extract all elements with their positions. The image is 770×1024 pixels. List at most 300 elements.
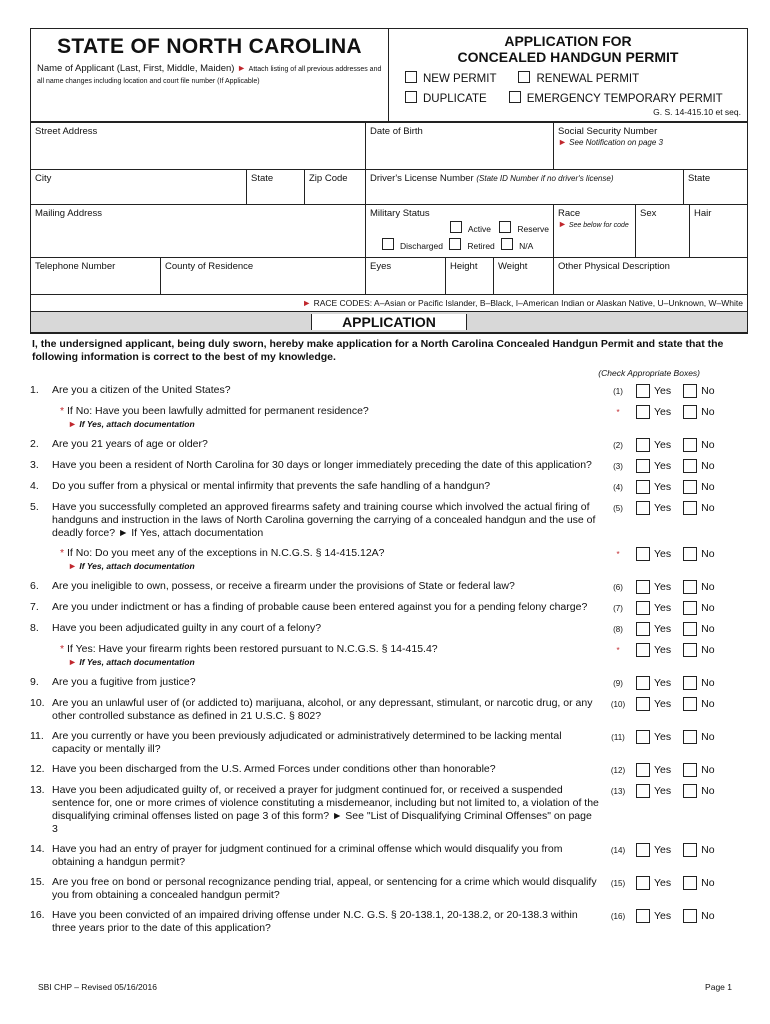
checkbox-icon[interactable] — [683, 843, 697, 857]
reserve-option[interactable] — [499, 224, 549, 234]
no-label: No — [701, 622, 715, 635]
permit-type-block — [389, 29, 747, 121]
checkbox-icon[interactable] — [683, 909, 697, 923]
emergency-option[interactable] — [509, 91, 723, 105]
yes-label: Yes — [654, 643, 672, 656]
no-option[interactable] — [683, 459, 714, 473]
checkbox-icon[interactable] — [405, 71, 417, 83]
question-row — [30, 843, 748, 869]
yes-no-group — [636, 909, 748, 923]
question-tag: * — [616, 646, 620, 655]
no-label: No — [701, 676, 715, 689]
permit-row-1 — [389, 65, 747, 85]
question-tag: (9) — [613, 679, 623, 688]
yes-label: Yes — [654, 730, 672, 743]
dl-state-label: State — [688, 173, 711, 184]
question-row — [30, 622, 748, 636]
question-text: Do you suffer from a physical or mental infirmity that prevents the safe handling of a handgun? — [52, 480, 491, 492]
question-tag: (12) — [610, 766, 626, 775]
yes-option[interactable] — [636, 643, 671, 657]
military-label: Military Status — [370, 208, 430, 219]
no-option[interactable] — [683, 384, 714, 398]
active-option[interactable] — [450, 224, 491, 234]
no-label: No — [701, 580, 715, 593]
yes-option[interactable] — [636, 501, 671, 515]
required-star-icon: * — [60, 547, 68, 559]
yes-option[interactable] — [636, 909, 671, 923]
no-label: No — [701, 843, 715, 856]
footer-revision: SBI CHP – Revised 05/16/2016 — [38, 982, 157, 992]
statute-ref: G. S. 14-415.10 et seq. — [653, 107, 741, 117]
yes-no-group — [636, 730, 748, 744]
race-field[interactable] — [554, 205, 636, 257]
yes-label: Yes — [654, 501, 672, 514]
permit-application-form — [30, 28, 748, 942]
no-label: No — [701, 876, 715, 889]
question-text-block — [52, 909, 600, 935]
no-label: No — [701, 480, 715, 493]
question-text: Have you been adjudicated guilty of, or received a prayer for judgment continued for, or received a suspended sentence for, one or more crimes of violence constituting a misdemeanor, including but not limited to, a violation of the disqualifying criminal offenses listed on page 3 of this form? ► See "List of Disqualifying Criminal Offenses" on page 3 — [52, 784, 599, 835]
checkbox-icon[interactable] — [683, 601, 697, 615]
date-of-birth-field[interactable] — [366, 123, 554, 169]
checkbox-icon[interactable] — [683, 697, 697, 711]
checkbox-icon[interactable] — [683, 643, 697, 657]
city-label: City — [35, 173, 52, 184]
yes-option[interactable] — [636, 459, 671, 473]
checkbox-icon[interactable] — [636, 601, 650, 615]
required-star-icon: * — [60, 405, 68, 417]
checkbox-icon[interactable] — [636, 909, 650, 923]
question-row — [30, 676, 748, 690]
question-tag: (16) — [610, 912, 626, 921]
checkbox-icon[interactable] — [382, 238, 394, 250]
question-number: 8. — [30, 622, 39, 634]
yes-no-group — [636, 438, 748, 452]
hair-label: Hair — [694, 208, 712, 219]
yes-option[interactable] — [636, 480, 671, 494]
no-option[interactable] — [683, 876, 714, 890]
header-grid — [30, 28, 748, 122]
checkbox-icon[interactable] — [501, 238, 513, 250]
question-row — [30, 501, 748, 540]
checkbox-icon[interactable] — [683, 459, 697, 473]
no-label: No — [701, 730, 715, 743]
question-row — [30, 876, 748, 902]
no-label: No — [701, 405, 715, 418]
yes-label: Yes — [654, 843, 672, 856]
no-option[interactable] — [683, 405, 714, 419]
permit-row-2 — [389, 85, 747, 105]
no-option[interactable] — [683, 622, 714, 636]
question-tag: (13) — [610, 787, 626, 796]
question-text-block — [52, 459, 600, 472]
sex-field[interactable] — [636, 205, 690, 257]
no-label: No — [701, 384, 715, 397]
no-label: No — [701, 784, 715, 797]
page-footer — [38, 982, 732, 992]
yes-no-group — [636, 547, 748, 561]
yes-label: Yes — [654, 763, 672, 776]
question-number: 4. — [30, 480, 39, 492]
checkbox-icon[interactable] — [683, 547, 697, 561]
dl-note: (State ID Number if no driver's license) — [476, 174, 614, 183]
no-label: No — [701, 763, 715, 776]
height-label: Height — [450, 261, 478, 272]
question-row — [30, 730, 748, 756]
yes-no-group — [636, 580, 748, 594]
checkbox-icon[interactable] — [405, 91, 417, 103]
mailing-address-field[interactable] — [31, 205, 366, 257]
question-number: 5. — [30, 501, 39, 513]
reserve-label: Reserve — [517, 224, 549, 234]
checkbox-icon[interactable] — [636, 676, 650, 690]
question-text-block — [52, 843, 600, 869]
other-description-field[interactable] — [554, 258, 747, 294]
required-star-icon: * — [60, 643, 68, 655]
na-option[interactable] — [501, 241, 533, 251]
row-mailing — [31, 204, 747, 257]
dl-state-field[interactable] — [684, 170, 747, 204]
question-text-block — [52, 697, 600, 723]
yes-option[interactable] — [636, 876, 671, 890]
question-text: Are you a fugitive from justice? — [52, 676, 196, 688]
question-text-block — [52, 501, 600, 540]
checkbox-icon[interactable] — [636, 876, 650, 890]
yes-option[interactable] — [636, 676, 671, 690]
checkbox-icon[interactable] — [636, 384, 650, 398]
no-option[interactable] — [683, 580, 714, 594]
checkbox-icon[interactable] — [518, 71, 530, 83]
zip-field[interactable] — [305, 170, 366, 204]
telephone-field[interactable] — [31, 258, 161, 294]
no-option[interactable] — [683, 676, 714, 690]
checkbox-icon[interactable] — [683, 676, 697, 690]
question-tag: (4) — [613, 483, 623, 492]
question-number: 3. — [30, 459, 39, 471]
no-label: No — [701, 601, 715, 614]
question-number: 6. — [30, 580, 39, 592]
yes-label: Yes — [654, 622, 672, 635]
no-option[interactable] — [683, 909, 714, 923]
race-note: See below for code — [568, 222, 629, 229]
checkbox-icon[interactable] — [683, 763, 697, 777]
weight-field[interactable] — [494, 258, 554, 294]
question-text: Have you successfully completed an approved firearms safety and training course which involved the actual firing of handguns and instruction in the laws of North Carolina governing the carrying of a concealed handgun and the use of deadly force? ► If Yes, attach documentation — [52, 501, 596, 539]
question-tag: (6) — [613, 583, 623, 592]
no-option[interactable] — [683, 438, 714, 452]
na-label: N/A — [519, 241, 534, 251]
question-row — [30, 763, 748, 777]
checkbox-icon[interactable] — [636, 730, 650, 744]
applicant-note: Attach listing of all previous addresses and all name changes including location and court file number (If Applicable) — [37, 66, 382, 85]
yes-no-group — [636, 622, 748, 636]
question-row — [30, 384, 748, 398]
question-row — [30, 580, 748, 594]
question-row — [52, 547, 748, 573]
question-number: 7. — [30, 601, 39, 613]
yes-label: Yes — [654, 909, 672, 922]
no-option[interactable] — [683, 501, 714, 515]
weight-label: Weight — [498, 261, 528, 272]
question-text-block — [52, 643, 600, 669]
retired-option[interactable] — [449, 241, 494, 251]
active-label: Active — [467, 224, 491, 234]
question-row — [30, 438, 748, 452]
question-number: 16. — [30, 909, 45, 921]
race-label: Race — [558, 208, 581, 219]
emergency-label: EMERGENCY TEMPORARY PERMIT — [526, 93, 723, 105]
checkbox-icon[interactable] — [683, 784, 697, 798]
question-text: If No: Do you meet any of the exceptions in N.C.G.S. § 14-415.12A? — [67, 547, 385, 559]
question-number: 15. — [30, 876, 45, 888]
question-tag: (1) — [613, 387, 623, 396]
no-option[interactable] — [683, 547, 714, 561]
question-text: Are you a citizen of the United States? — [52, 384, 231, 396]
yes-no-group — [636, 405, 748, 419]
phone-label: Telephone Number — [35, 261, 116, 272]
retired-label: Retired — [467, 241, 495, 251]
yes-option[interactable] — [636, 405, 671, 419]
question-text-block — [52, 784, 600, 836]
county-field[interactable] — [161, 258, 366, 294]
discharged-label: Discharged — [400, 241, 443, 251]
question-tag: (2) — [613, 441, 623, 450]
applicant-name-field[interactable] — [31, 59, 388, 87]
yes-no-group — [636, 480, 748, 494]
yes-label: Yes — [654, 459, 672, 472]
question-tag: * — [616, 550, 620, 559]
yes-no-group — [636, 763, 748, 777]
personal-info-grid — [30, 122, 748, 334]
no-label: No — [701, 547, 715, 560]
question-row — [30, 909, 748, 935]
question-text-block — [52, 547, 600, 573]
question-number: 13. — [30, 784, 45, 796]
checkbox-icon[interactable] — [449, 238, 461, 250]
attach-text: If Yes, attach documentation — [79, 561, 195, 571]
question-text-block — [52, 730, 600, 756]
yes-no-group — [636, 601, 748, 615]
attach-note — [68, 656, 600, 669]
arrow-icon: ► — [302, 298, 312, 308]
checkbox-icon[interactable] — [683, 501, 697, 515]
mailing-label: Mailing Address — [35, 208, 103, 219]
checkbox-icon[interactable] — [636, 843, 650, 857]
yes-option[interactable] — [636, 843, 671, 857]
new-permit-option[interactable] — [405, 71, 496, 85]
question-text: Have you been adjudicated guilty in any court of a felony? — [52, 622, 322, 634]
yes-label: Yes — [654, 784, 672, 797]
state-field[interactable] — [247, 170, 305, 204]
question-text: Are you ineligible to own, possess, or receive a firearm under the provisions of State or federal law? — [52, 580, 515, 592]
checkbox-icon[interactable] — [636, 438, 650, 452]
checkbox-icon[interactable] — [636, 547, 650, 561]
checkbox-icon[interactable] — [636, 763, 650, 777]
city-field[interactable] — [31, 170, 247, 204]
yes-option[interactable] — [636, 784, 671, 798]
arrow-icon: ► — [68, 419, 80, 429]
race-codes-text: RACE CODES: A–Asian or Pacific Islander, B–Black, I–American Indian or Alaskan Native, U–Unknown, W–White — [313, 298, 743, 308]
question-text-block — [52, 676, 600, 689]
yes-label: Yes — [654, 438, 672, 451]
checkbox-icon[interactable] — [683, 580, 697, 594]
no-label: No — [701, 459, 715, 472]
checkbox-icon[interactable] — [683, 876, 697, 890]
oath-statement: I, the undersigned applicant, being duly sworn, hereby make application for a North Carolina Concealed Handgun Permit and state that the following information is correct to the best of my knowledge. — [32, 338, 724, 363]
drivers-license-field[interactable] — [366, 170, 684, 204]
question-row — [30, 480, 748, 494]
checkbox-icon[interactable] — [636, 697, 650, 711]
eyes-label: Eyes — [370, 261, 392, 272]
yes-label: Yes — [654, 384, 672, 397]
yes-option[interactable] — [636, 697, 671, 711]
attach-note — [68, 418, 600, 431]
question-row — [30, 601, 748, 615]
form-title-line2: CONCEALED HANDGUN PERMIT — [457, 49, 679, 65]
checkbox-icon[interactable] — [450, 221, 462, 233]
question-number: 14. — [30, 843, 45, 855]
yes-option[interactable] — [636, 547, 671, 561]
state-title: STATE OF NORTH CAROLINA — [57, 35, 362, 58]
check-note: (Check Appropriate Boxes) — [598, 368, 700, 378]
state-label: State — [251, 173, 274, 184]
no-option[interactable] — [683, 480, 714, 494]
arrow-icon: ► — [68, 561, 80, 571]
street-address-field[interactable] — [31, 123, 366, 169]
yes-no-group — [636, 784, 748, 798]
checkbox-icon[interactable] — [683, 622, 697, 636]
no-option[interactable] — [683, 763, 714, 777]
hair-field[interactable] — [690, 205, 747, 257]
zip-label: Zip Code — [309, 173, 348, 184]
military-status-field — [366, 205, 554, 257]
checkbox-icon[interactable] — [636, 405, 650, 419]
checkbox-icon[interactable] — [683, 730, 697, 744]
no-option[interactable] — [683, 730, 714, 744]
checkbox-icon[interactable] — [636, 501, 650, 515]
question-text: Have you been convicted of an impaired driving offense under N.C. G.S. § 20-138.1, 20-138.2, or 20-138.3 within three years prior to the date of this application? — [52, 909, 578, 934]
checkbox-icon[interactable] — [636, 480, 650, 494]
checkbox-icon[interactable] — [683, 480, 697, 494]
arrow-icon: ► — [558, 137, 567, 147]
question-tag: * — [616, 408, 620, 417]
checkbox-icon[interactable] — [636, 784, 650, 798]
no-label: No — [701, 501, 715, 514]
eyes-field[interactable] — [366, 258, 446, 294]
no-option[interactable] — [683, 843, 714, 857]
checkbox-icon[interactable] — [636, 622, 650, 636]
question-tag: (10) — [610, 700, 626, 709]
sex-label: Sex — [640, 208, 657, 219]
question-text: Are you 21 years of age or older? — [52, 438, 208, 450]
yes-label: Yes — [654, 580, 672, 593]
form-title-line1: APPLICATION FOR — [504, 33, 632, 49]
question-text: Have you been a resident of North Carolina for 30 days or longer immediately preceding the date of this application? — [52, 459, 592, 471]
yes-option[interactable] — [636, 580, 671, 594]
section-title: APPLICATION — [311, 314, 467, 330]
checkbox-icon[interactable] — [683, 438, 697, 452]
duplicate-option[interactable] — [405, 91, 487, 105]
question-row — [30, 459, 748, 473]
checkbox-icon[interactable] — [636, 580, 650, 594]
checkbox-icon[interactable] — [499, 221, 511, 233]
questions-list — [30, 384, 748, 935]
question-number: 11. — [30, 730, 44, 742]
attach-text: If Yes, attach documentation — [79, 419, 195, 429]
yes-option[interactable] — [636, 622, 671, 636]
ssn-field[interactable] — [554, 123, 747, 169]
renewal-permit-option[interactable] — [518, 71, 639, 85]
row-city — [31, 169, 747, 204]
dl-label: Driver's License Number — [370, 173, 474, 184]
question-text: If Yes: Have your firearm rights been restored pursuant to N.C.G.S. § 14-415.4? — [67, 643, 438, 655]
race-codes-bar — [31, 294, 747, 311]
no-option[interactable] — [683, 697, 714, 711]
no-option[interactable] — [683, 601, 714, 615]
checkbox-icon[interactable] — [636, 643, 650, 657]
question-tag: (8) — [613, 625, 623, 634]
question-text: Are you currently or have you been previously adjudicated or administratively determined to be lacking mental capacity or mentally ill? — [52, 730, 562, 755]
question-row — [30, 697, 748, 723]
yes-label: Yes — [654, 876, 672, 889]
yes-label: Yes — [654, 601, 672, 614]
question-text-block — [52, 405, 600, 431]
yes-no-group — [636, 843, 748, 857]
question-text: Are you an unlawful user of (or addicted to) marijuana, alcohol, or any depressant, stimulant, or narcotic drug, or any other controlled substance as defined in 21 U.S.C. § 802? — [52, 697, 593, 722]
duplicate-label: DUPLICATE — [423, 93, 487, 105]
question-text-block — [52, 480, 600, 493]
discharged-option[interactable] — [382, 241, 443, 251]
height-field[interactable] — [446, 258, 494, 294]
yes-option[interactable] — [636, 730, 671, 744]
arrow-icon: ► — [558, 219, 567, 229]
no-label: No — [701, 909, 715, 922]
question-text: Are you free on bond or personal recognizance pending trial, appeal, or sentencing for a crime which would disqualify you from obtaining a concealed handgun permit? — [52, 876, 597, 901]
no-option[interactable] — [683, 784, 714, 798]
footer-page: Page 1 — [705, 982, 732, 992]
county-label: County of Residence — [165, 261, 254, 272]
question-number: 10. — [30, 697, 45, 709]
yes-no-group — [636, 697, 748, 711]
no-label: No — [701, 643, 715, 656]
yes-option[interactable] — [636, 384, 671, 398]
application-section-header — [31, 311, 747, 333]
question-number: 1. — [30, 384, 39, 396]
yes-no-group — [636, 384, 748, 398]
yes-option[interactable] — [636, 438, 671, 452]
checkbox-icon[interactable] — [683, 384, 697, 398]
ssn-note: See Notification on page 3 — [569, 138, 663, 147]
question-text: Have you been discharged from the U.S. Armed Forces under conditions other than honorable? — [52, 763, 496, 775]
checkbox-icon[interactable] — [636, 459, 650, 473]
row-address — [31, 122, 747, 169]
yes-option[interactable] — [636, 763, 671, 777]
question-tag: (3) — [613, 462, 623, 471]
question-text-block — [52, 384, 600, 397]
yes-option[interactable] — [636, 601, 671, 615]
question-tag: (14) — [610, 846, 626, 855]
yes-label: Yes — [654, 676, 672, 689]
yes-label: Yes — [654, 697, 672, 710]
question-text-block — [52, 601, 600, 614]
new-permit-label: NEW PERMIT — [423, 73, 497, 85]
no-option[interactable] — [683, 643, 714, 657]
checkbox-icon[interactable] — [683, 405, 697, 419]
question-tag: (11) — [611, 733, 625, 742]
question-tag: (5) — [613, 504, 623, 513]
yes-no-group — [636, 676, 748, 690]
checkbox-icon[interactable] — [509, 91, 521, 103]
